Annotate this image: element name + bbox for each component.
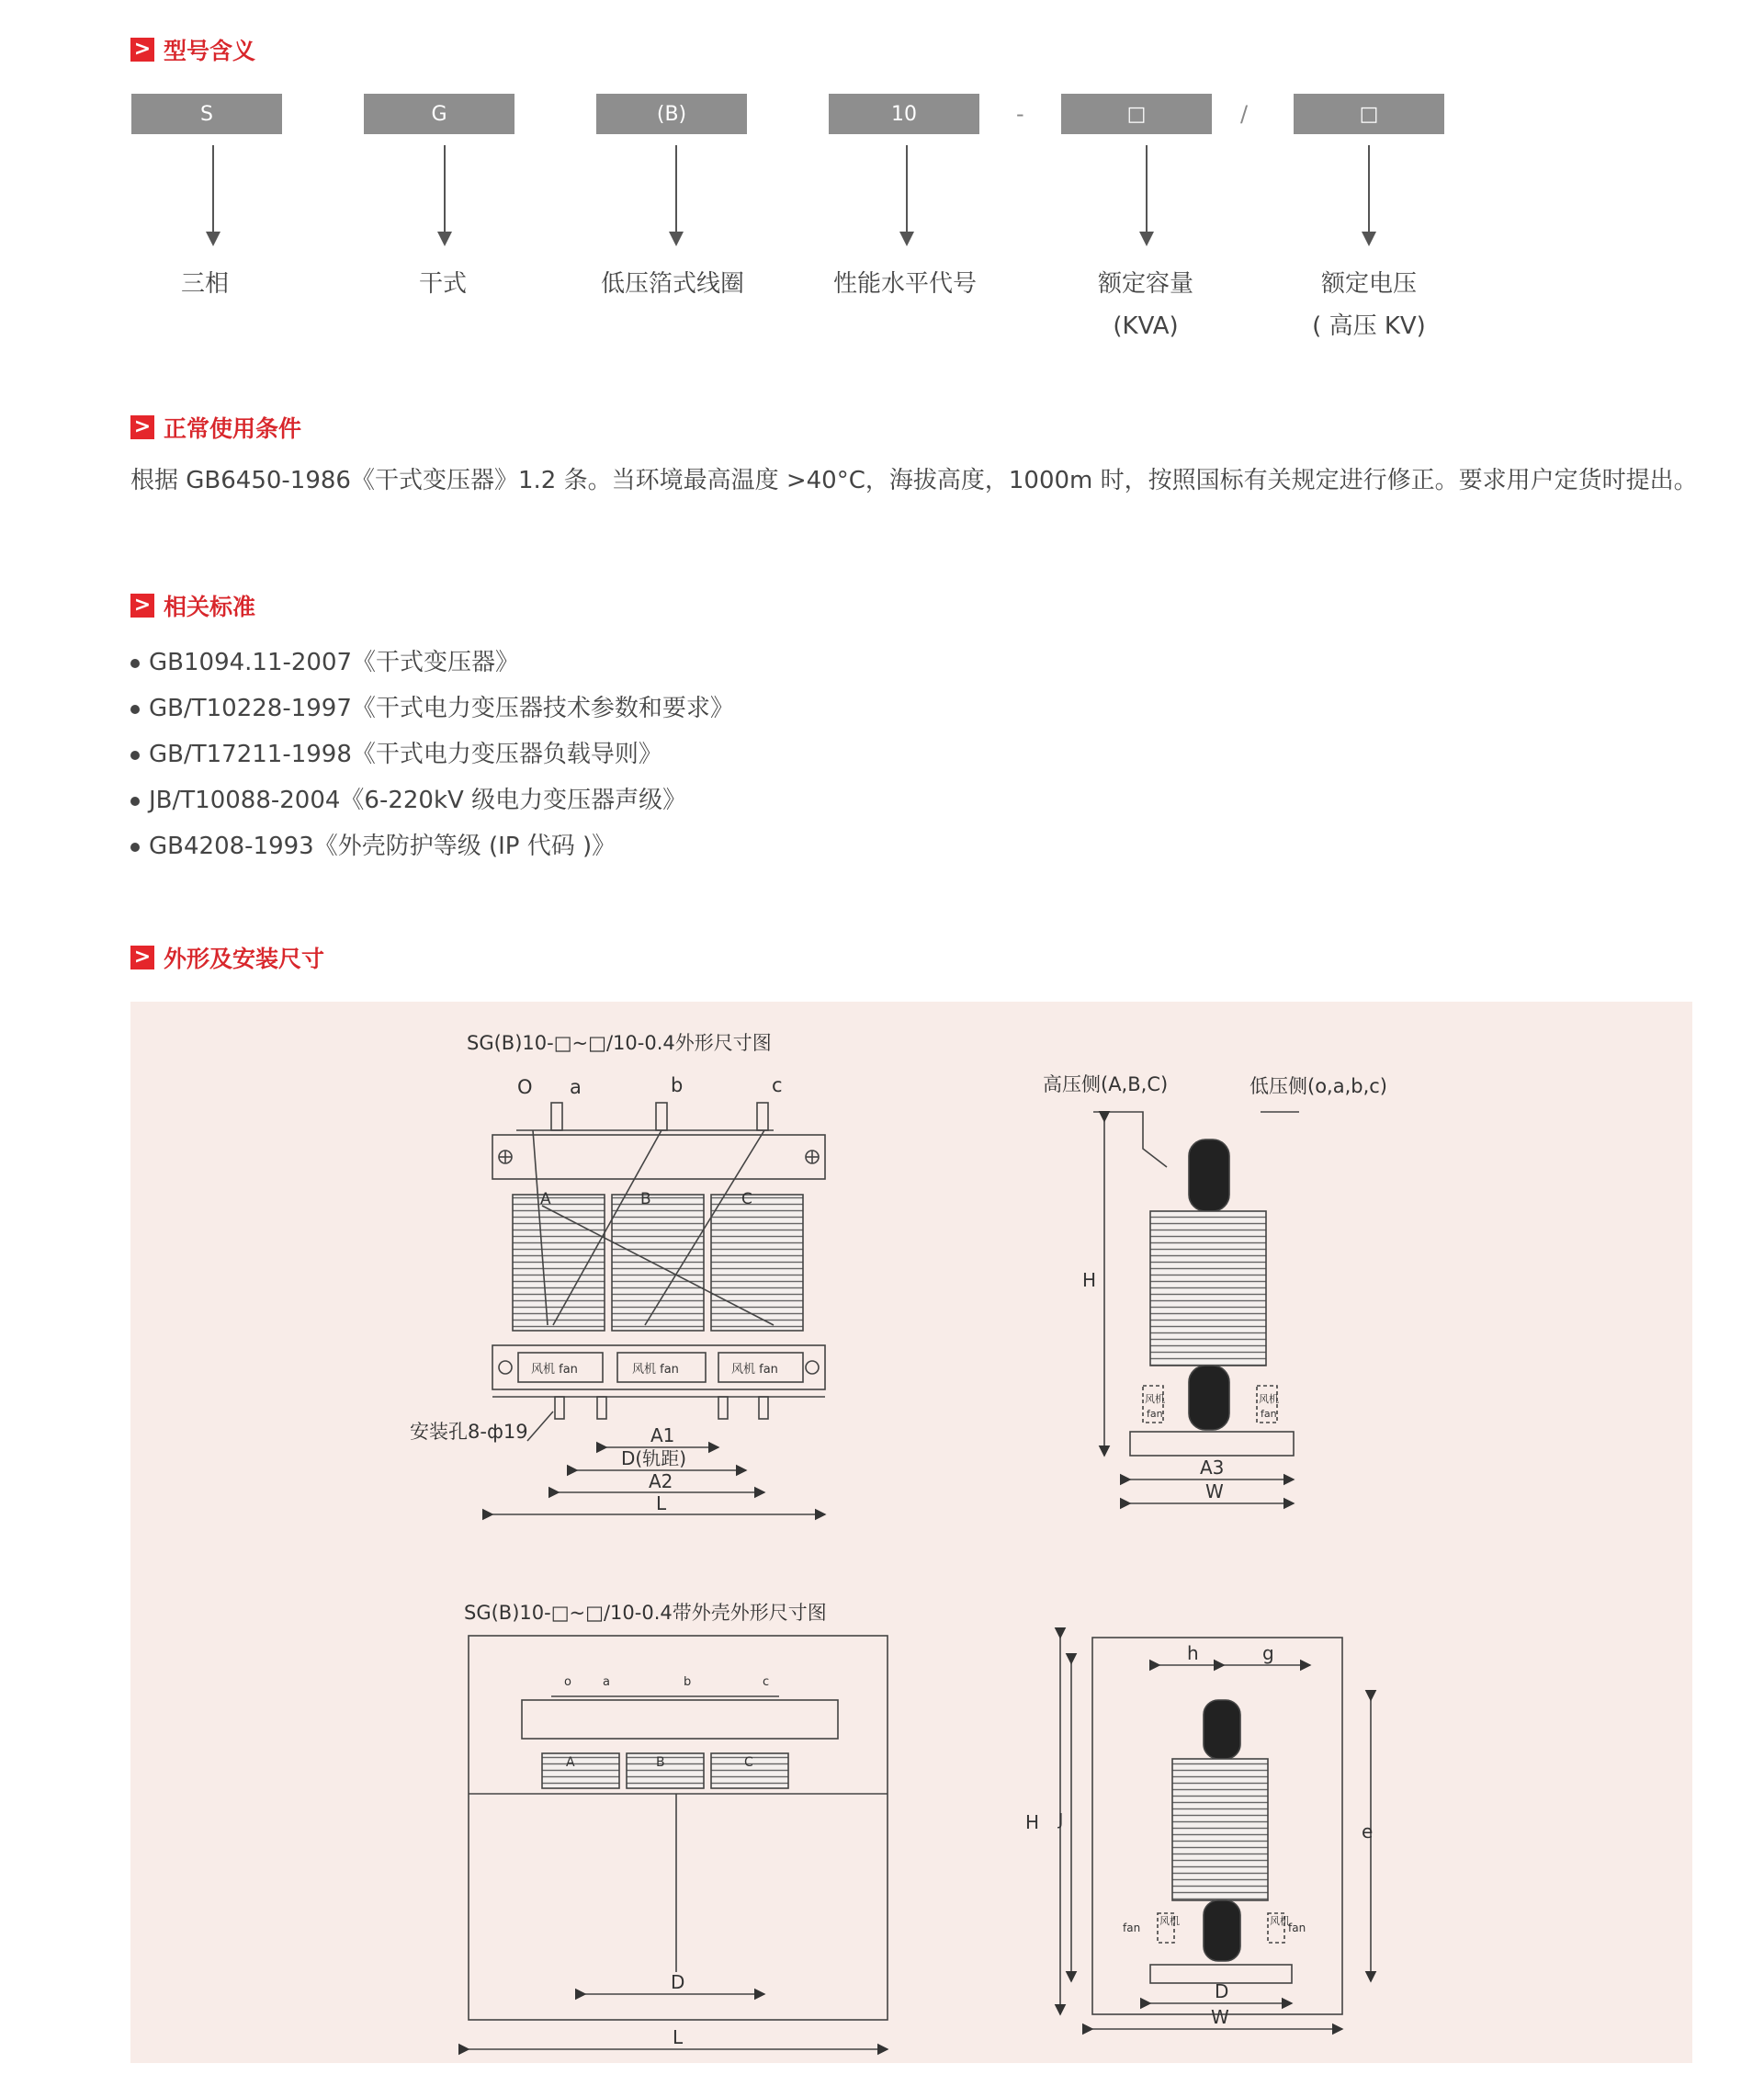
terminal-label: c bbox=[763, 1675, 770, 1689]
list-item: GB/T17211-1998《干式电力变压器负载导则》 bbox=[130, 731, 734, 777]
list-item: GB4208-1993《外壳防护等级 (IP 代码 )》 bbox=[130, 823, 734, 869]
dimension-label: A1 bbox=[650, 1424, 675, 1446]
arrow-down-icon bbox=[1368, 145, 1370, 244]
phase-label: A bbox=[566, 1755, 575, 1770]
terminal-label: b bbox=[684, 1675, 692, 1689]
model-separator: - bbox=[1016, 101, 1024, 127]
phase-label: B bbox=[640, 1190, 651, 1208]
section-header-standards bbox=[130, 589, 255, 622]
terminal-label: c bbox=[772, 1074, 783, 1096]
dimension-label: e bbox=[1362, 1820, 1374, 1842]
mount-hole-label: 安装孔8-ф19 bbox=[410, 1421, 528, 1443]
phase-label: A bbox=[540, 1190, 551, 1208]
dimension-label: H bbox=[1025, 1811, 1040, 1833]
bullet-icon bbox=[130, 659, 140, 668]
dimension-label: D bbox=[1215, 1980, 1229, 2002]
fan-label: fan bbox=[1123, 1922, 1141, 1934]
side-view-drawing bbox=[1043, 1073, 1387, 1503]
terminal-label: b bbox=[671, 1074, 684, 1096]
fan-label: 风机 bbox=[1259, 1393, 1279, 1405]
fan-label: 风机 bbox=[1145, 1393, 1165, 1405]
model-meaning: 低压箔式线圈 bbox=[600, 270, 744, 298]
arrow-down-icon bbox=[675, 145, 677, 244]
fan-label: 风机 fan bbox=[731, 1363, 778, 1377]
front-view-drawing bbox=[410, 1032, 825, 1514]
dimension-label: W bbox=[1211, 2006, 1229, 2028]
phase-label: C bbox=[744, 1755, 753, 1770]
model-meaning: 额定电压 ( 高压 KV) bbox=[1312, 270, 1426, 340]
fan-label: fan bbox=[1288, 1922, 1306, 1934]
model-code-box: S bbox=[131, 94, 282, 134]
terminal-label: o bbox=[564, 1675, 571, 1689]
dimension-label: L bbox=[656, 1492, 667, 1514]
bullet-icon bbox=[130, 843, 140, 852]
model-code-box: □ bbox=[1061, 94, 1212, 134]
arrow-down-icon bbox=[1146, 145, 1148, 244]
standards-list bbox=[130, 640, 734, 869]
dimension-label: g bbox=[1262, 1642, 1274, 1664]
model-code-box: G bbox=[364, 94, 514, 134]
fan-label: 风机 fan bbox=[632, 1363, 679, 1377]
list-item: JB/T10088-2004《6-220kV 级电力变压器声级》 bbox=[130, 777, 734, 823]
terminal-label: a bbox=[603, 1675, 610, 1689]
drawing-title: SG(B)10-□~□/10-0.4外形尺寸图 bbox=[467, 1032, 772, 1054]
model-meaning: 干式 bbox=[418, 270, 467, 298]
terminal-label: O bbox=[517, 1076, 533, 1098]
model-code-box: (B) bbox=[596, 94, 747, 134]
model-meaning: 性能水平代号 bbox=[832, 270, 977, 298]
bullet-icon bbox=[130, 705, 140, 714]
dimension-label: A2 bbox=[649, 1470, 673, 1492]
model-code-box: □ bbox=[1294, 94, 1444, 134]
conditions-text: 根据 GB6450-1986《干式变压器》1.2 条。当环境最高温度 >40°C，海拔高度，1000m 时，按照国标有关规定进行修正。要求用户定货时提出。 bbox=[130, 467, 1698, 494]
dimension-label: A3 bbox=[1200, 1457, 1225, 1479]
chevron-right-icon: > bbox=[130, 415, 154, 439]
list-item: GB1094.11-2007《干式变压器》 bbox=[130, 640, 734, 686]
enclosure-front-drawing bbox=[464, 1602, 888, 2049]
section-header-model bbox=[130, 33, 255, 66]
chevron-right-icon: > bbox=[130, 38, 154, 62]
dimension-label: D bbox=[671, 1971, 685, 1993]
dimension-drawings-panel bbox=[130, 1002, 1692, 2063]
dimension-label: W bbox=[1205, 1480, 1224, 1502]
low-voltage-side-label: 低压侧(o,a,b,c) bbox=[1250, 1075, 1388, 1097]
model-code-box: 10 bbox=[829, 94, 979, 134]
arrow-down-icon bbox=[444, 145, 446, 244]
dimension-label: H bbox=[1082, 1269, 1097, 1291]
fan-label: fan bbox=[1261, 1408, 1277, 1420]
fan-label: 风机 bbox=[1270, 1915, 1290, 1927]
high-voltage-side-label: 高压侧(A,B,C) bbox=[1043, 1073, 1169, 1095]
fan-label: 风机 fan bbox=[531, 1363, 578, 1377]
section-title: 型号含义 bbox=[164, 38, 256, 64]
dimension-label: L bbox=[673, 2026, 684, 2048]
section-title: 正常使用条件 bbox=[164, 415, 302, 442]
fan-label: 风机 bbox=[1159, 1915, 1180, 1927]
dimension-drawings bbox=[130, 1002, 1692, 2063]
phase-label: B bbox=[656, 1755, 665, 1770]
section-title: 外形及安装尺寸 bbox=[164, 946, 325, 972]
chevron-right-icon: > bbox=[130, 594, 154, 618]
dimension-label: h bbox=[1187, 1642, 1199, 1664]
chevron-right-icon: > bbox=[130, 946, 154, 969]
model-meaning: 三相 bbox=[180, 270, 229, 298]
model-meaning: 额定容量 (KVA) bbox=[1097, 270, 1193, 340]
enclosure-side-drawing bbox=[1025, 1638, 1373, 2029]
section-title: 相关标准 bbox=[164, 594, 256, 620]
section-header-conditions bbox=[130, 411, 301, 444]
phase-label: C bbox=[741, 1190, 752, 1208]
bullet-icon bbox=[130, 797, 140, 806]
fan-label: fan bbox=[1147, 1408, 1163, 1420]
list-item: GB/T10228-1997《干式电力变压器技术参数和要求》 bbox=[130, 686, 734, 731]
drawing-title: SG(B)10-□~□/10-0.4带外壳外形尺寸图 bbox=[464, 1602, 827, 1624]
bullet-icon bbox=[130, 751, 140, 760]
arrow-down-icon bbox=[906, 145, 908, 244]
arrow-down-icon bbox=[212, 145, 214, 244]
terminal-label: a bbox=[570, 1076, 582, 1098]
model-separator: / bbox=[1240, 101, 1249, 127]
section-header-dimensions bbox=[130, 941, 324, 974]
dimension-label: D(轨距) bbox=[621, 1447, 687, 1469]
dimension-label: J bbox=[1058, 1810, 1064, 1830]
